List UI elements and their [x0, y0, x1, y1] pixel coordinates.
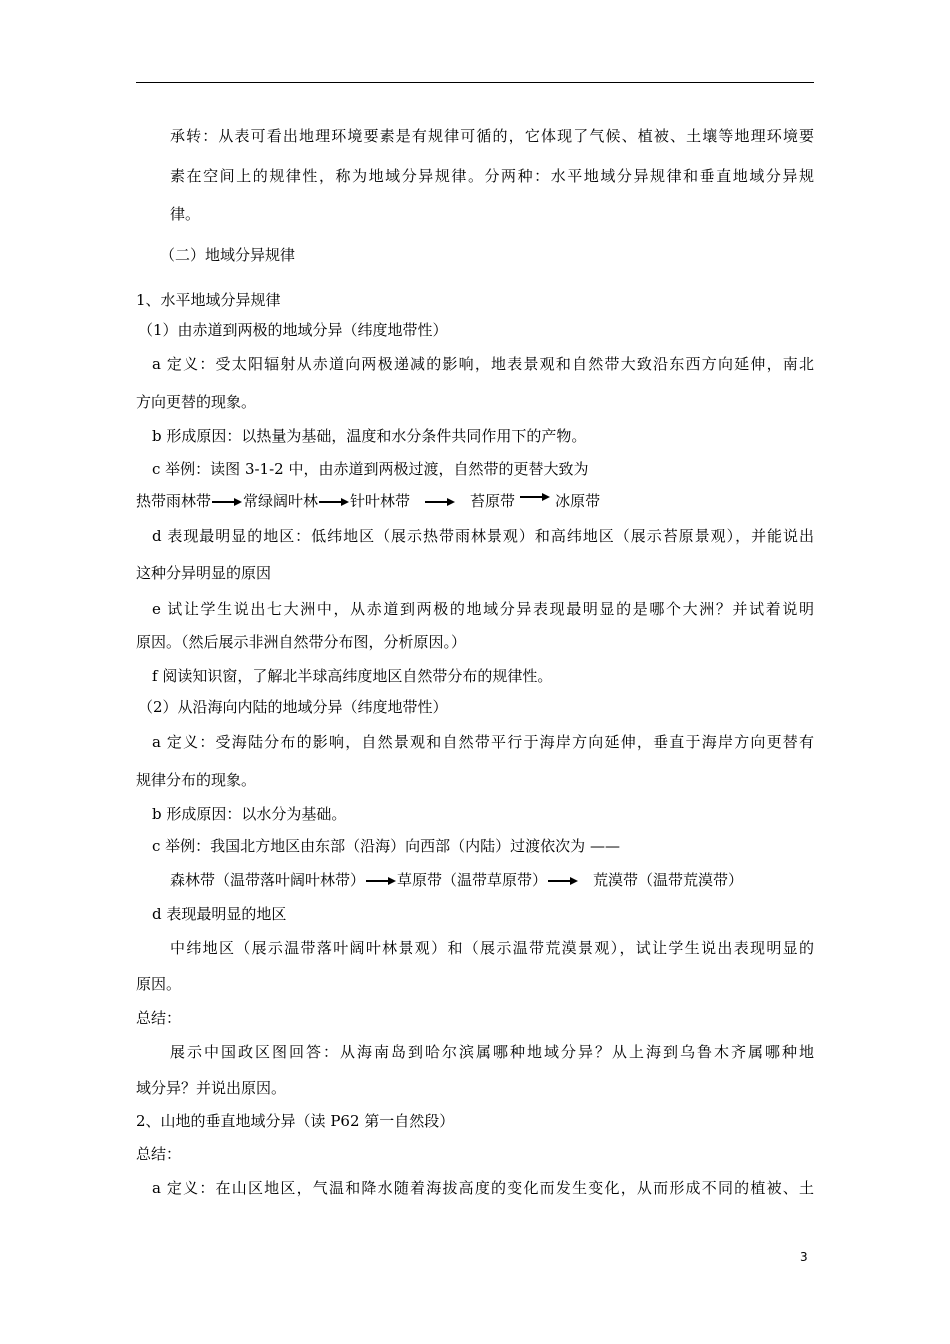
page-number: 3	[800, 1250, 808, 1264]
vertical-definition-a: a 定义：在山区地区，气温和降水随着海拔高度的变化而发生变化，从而形成不同的植被、土	[152, 1179, 814, 1197]
right-arrow-icon	[366, 876, 396, 886]
cause-b: b 形成原因：以热量为基础，温度和水分条件共同作用下的产物。	[152, 427, 587, 445]
summary-line-2: 域分异？并说出原因。	[136, 1079, 287, 1097]
right-arrow-icon	[425, 497, 455, 507]
flow-item: 苔原带	[470, 492, 516, 510]
section-title: （二）地域分异规律	[160, 246, 296, 264]
cause-b2: b 形成原因：以水分为基础。	[152, 805, 347, 823]
summary-line-1: 展示中国政区图回答：从海南岛到哈尔滨属哪种地域分异？从上海到乌鲁木齐属哪种地	[170, 1043, 814, 1061]
flow-item: 冰原带	[555, 492, 601, 510]
reading-f: f 阅读知识窗，了解北半球高纬度地区自然带分布的规律性。	[152, 667, 553, 685]
transition-line-3: 律。	[170, 205, 201, 223]
region-d-line-1: d 表现最明显的地区：低纬地区（展示热带雨林景观）和高纬地区（展示苔原景观），并能说出	[152, 527, 814, 545]
region-d2-detail-line-2: 原因。	[136, 975, 182, 993]
natural-belt-sequence-2	[170, 870, 743, 890]
definition-a2-line-2: 规律分布的现象。	[136, 771, 257, 789]
right-arrow-icon	[520, 492, 550, 502]
example-c2: c 举例：我国北方地区由东部（沿海）向西部（内陆）过渡依次为 ——	[152, 837, 620, 855]
definition-a-line-2: 方向更替的现象。	[136, 393, 257, 411]
definition-a2-line-1: a 定义：受海陆分布的影响，自然景观和自然带平行于海岸方向延伸，垂直于海岸方向更替有	[152, 733, 814, 751]
transition-line-2: 素在空间上的规律性，称为地域分异规律。分两种：水平地域分异规律和垂直地域分异规	[170, 167, 814, 185]
flow-item: 热带雨林带	[136, 492, 212, 510]
question-e-line-2: 原因。（然后展示非洲自然带分布图，分析原因。）	[136, 633, 467, 651]
header-rule	[136, 82, 814, 83]
heading-vertical: 2、山地的垂直地域分异（读 P62 第一自然段）	[136, 1112, 455, 1130]
region-d2: d 表现最明显的地区	[152, 905, 287, 923]
region-d2-detail-line-1: 中纬地区（展示温带落叶阔叶林景观）和（展示温带荒漠景观），试让学生说出表现明显的	[170, 939, 814, 957]
flow-item: 针叶林带	[350, 492, 411, 510]
summary-label-2: 总结：	[136, 1145, 182, 1163]
question-e-line-1: e 试让学生说出七大洲中，从赤道到两极的地域分异表现最明显的是哪个大洲？并试着说明	[152, 600, 814, 618]
flow-item: 草原带（温带草原带）	[397, 871, 548, 889]
definition-a-line-1: a 定义：受太阳辐射从赤道向两极递减的影响，地表景观和自然带大致沿东西方向延伸，南北	[152, 355, 814, 373]
natural-belt-sequence-1	[136, 491, 600, 511]
summary-label: 总结：	[136, 1009, 182, 1027]
right-arrow-icon	[319, 497, 349, 507]
right-arrow-icon	[548, 876, 578, 886]
transition-line-1: 承转：从表可看出地理环境要素是有规律可循的，它体现了气候、植被、土壤等地理环境要	[170, 127, 814, 145]
subheading-latitudinal: （1）由赤道到两极的地域分异（纬度地带性）	[138, 321, 448, 339]
heading-horizontal: 1、水平地域分异规律	[136, 291, 281, 309]
flow-item: 常绿阔叶林	[243, 492, 319, 510]
right-arrow-icon	[212, 497, 242, 507]
region-d-line-2: 这种分异明显的原因	[136, 564, 272, 582]
example-c: c 举例：读图 3-1-2 中，由赤道到两极过渡，自然带的更替大致为	[152, 460, 589, 478]
subheading-coastal: （2）从沿海向内陆的地域分异（纬度地带性）	[138, 698, 448, 716]
flow-item: 荒漠带（温带荒漠带）	[593, 871, 744, 889]
flow-item: 森林带（温带落叶阔叶林带）	[170, 871, 366, 889]
